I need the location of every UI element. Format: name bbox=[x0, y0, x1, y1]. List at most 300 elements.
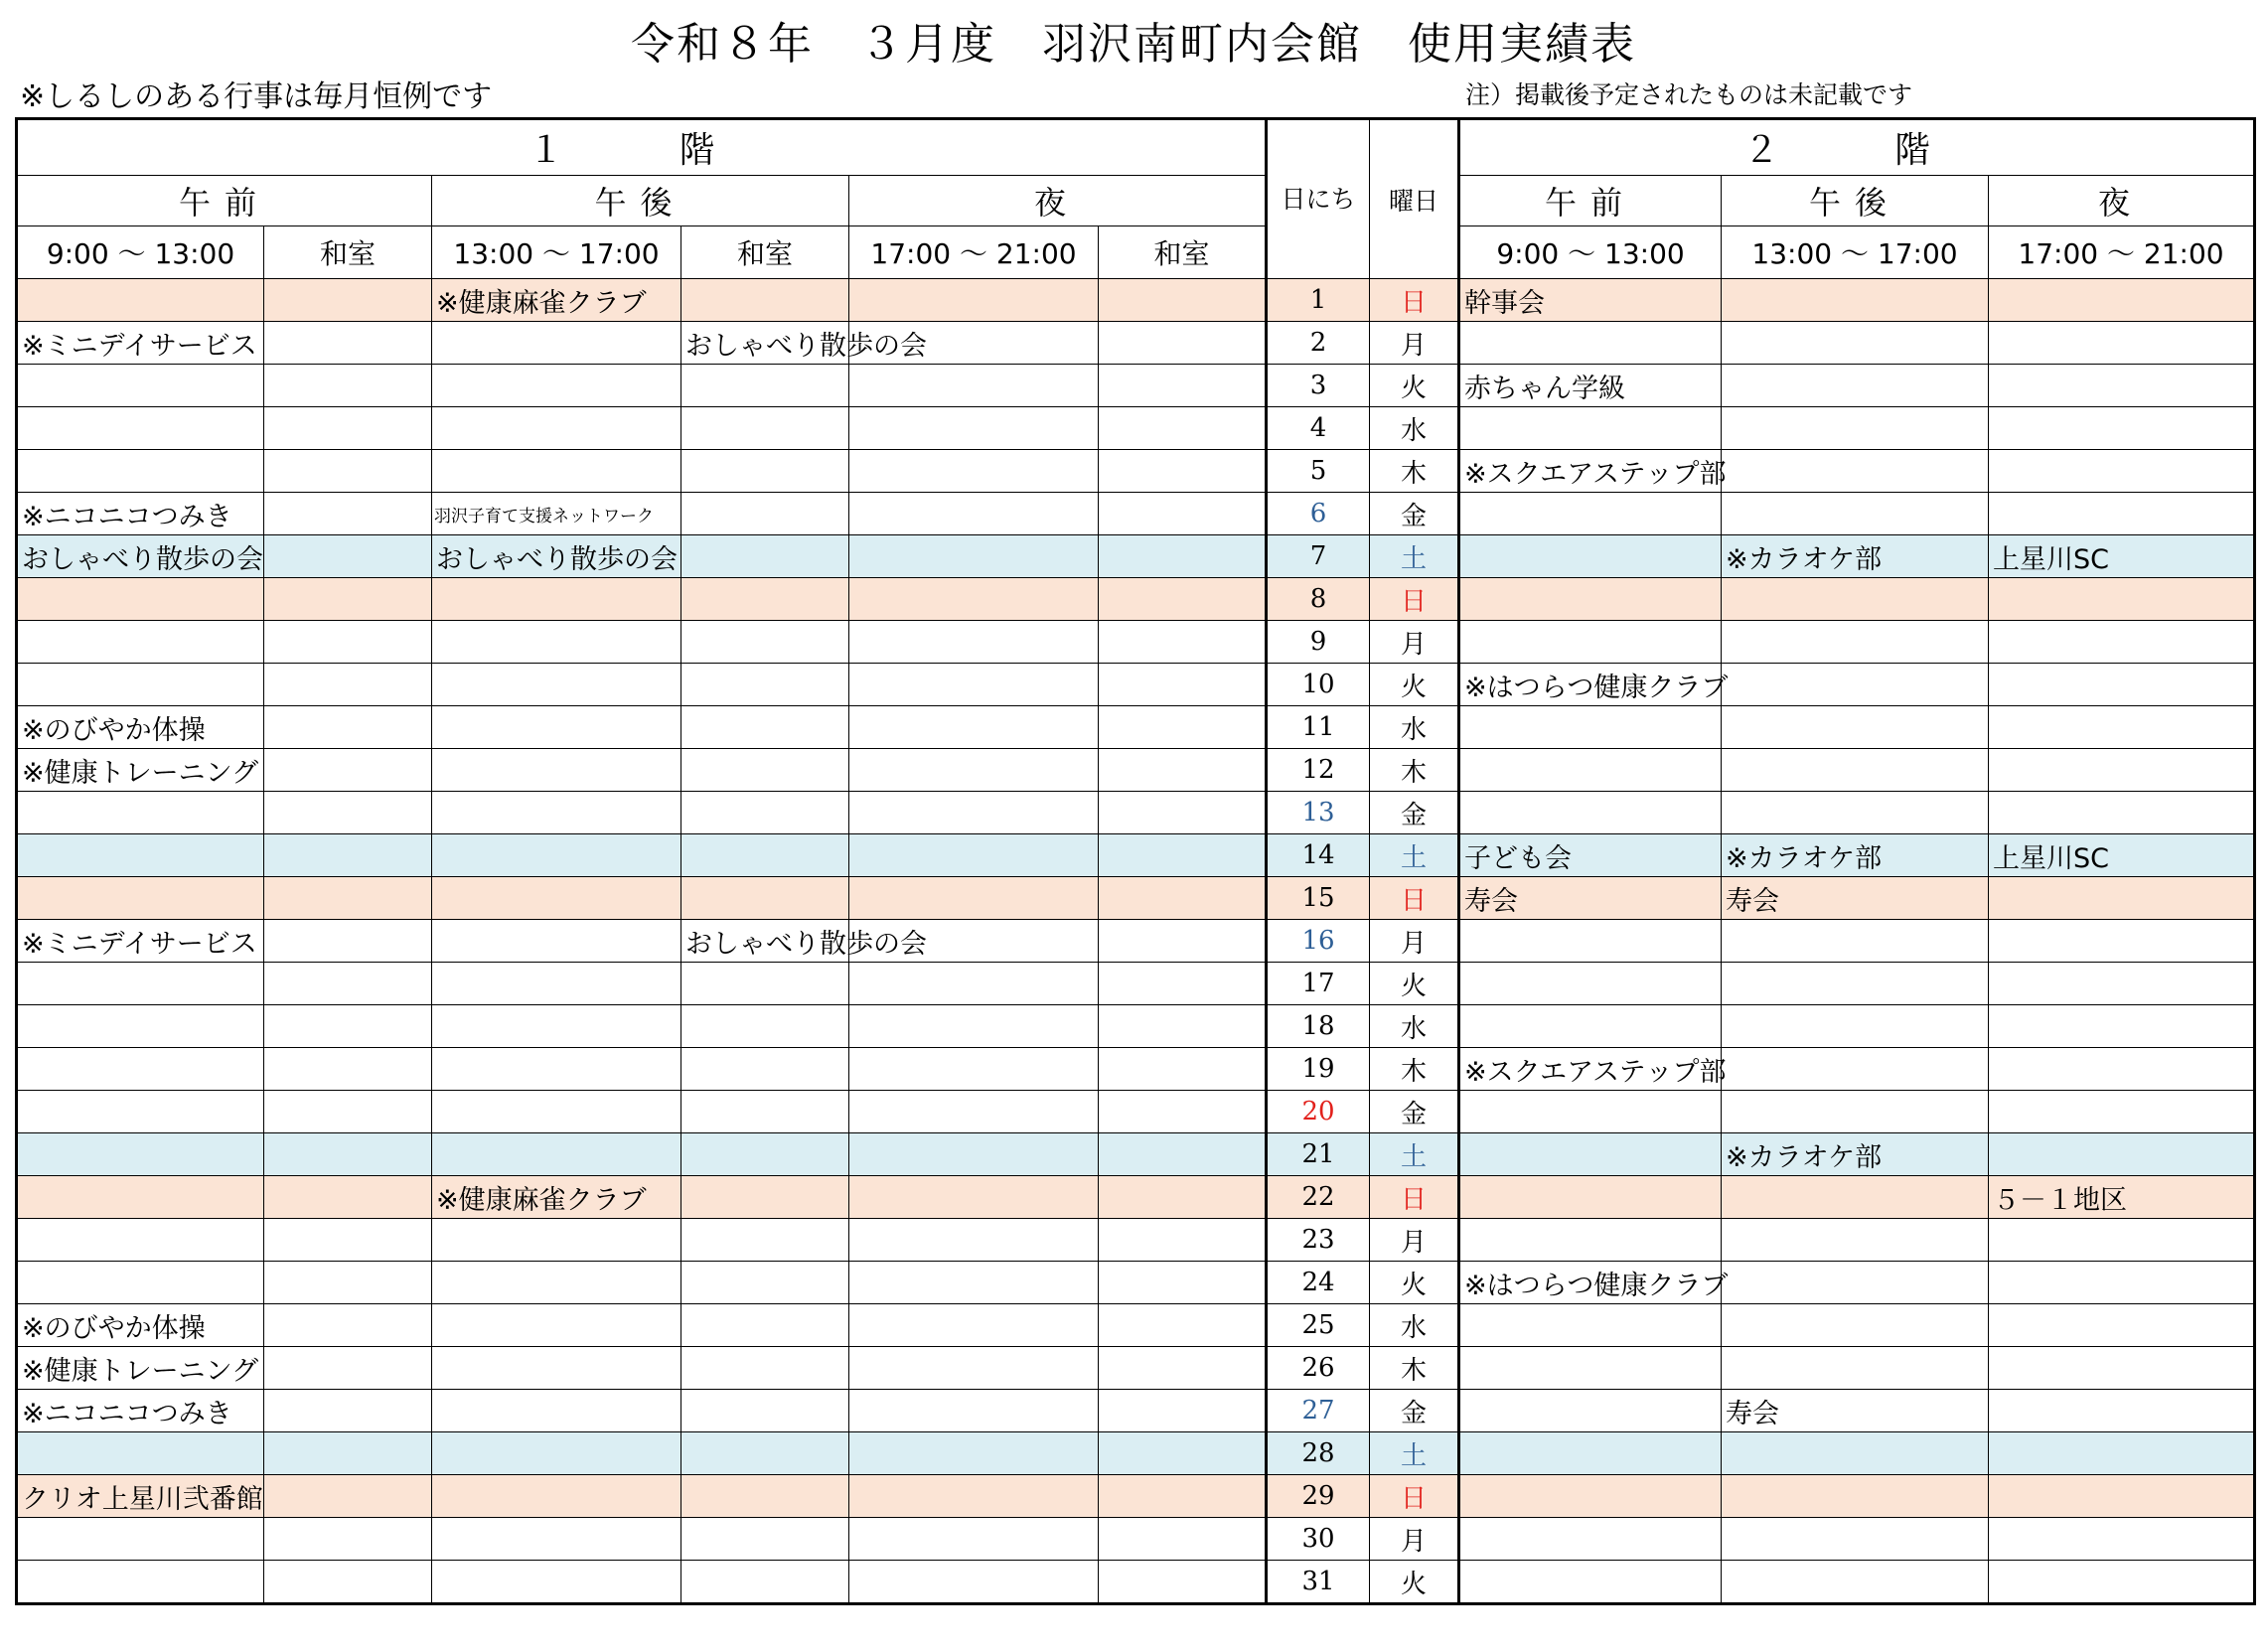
cell-f1-pm bbox=[432, 1005, 681, 1048]
table-row bbox=[17, 1475, 2255, 1518]
cell-f2-pm bbox=[1722, 963, 1989, 1005]
cell-f1-am-washitsu bbox=[264, 792, 432, 834]
cell-f1-pm-washitsu: おしゃべり散歩の会 bbox=[681, 322, 849, 365]
cell-f1-am-washitsu bbox=[264, 1304, 432, 1347]
cell-f1-pm bbox=[432, 1048, 681, 1091]
cell-f2-am bbox=[1459, 1347, 1722, 1390]
floor1-night-time: 17:00 ～ 21:00 bbox=[849, 226, 1099, 279]
cell-f1-pm-washitsu bbox=[681, 1390, 849, 1432]
cell-f1-pm-washitsu bbox=[681, 493, 849, 535]
day-number: 2 bbox=[1267, 322, 1370, 365]
cell-f1-night bbox=[849, 792, 1099, 834]
cell-f1-night-washitsu bbox=[1099, 877, 1267, 920]
cell-f1-night bbox=[849, 578, 1099, 621]
cell-f2-pm bbox=[1722, 1176, 1989, 1219]
cell-f2-am bbox=[1459, 749, 1722, 792]
table-row bbox=[17, 1390, 2255, 1432]
cell-f2-night bbox=[1989, 1219, 2255, 1262]
cell-f1-am bbox=[17, 1219, 264, 1262]
cell-f1-night bbox=[849, 1518, 1099, 1561]
cell-f1-am: ※ミニデイサービス bbox=[17, 322, 264, 365]
cell-f1-pm bbox=[432, 749, 681, 792]
table-row bbox=[17, 1219, 2255, 1262]
day-number: 20 bbox=[1267, 1091, 1370, 1133]
cell-f1-am bbox=[17, 963, 264, 1005]
cell-f1-pm bbox=[432, 792, 681, 834]
day-number: 11 bbox=[1267, 706, 1370, 749]
table-row bbox=[17, 1518, 2255, 1561]
cell-f2-night bbox=[1989, 1262, 2255, 1304]
weekday: 火 bbox=[1370, 963, 1459, 1005]
cell-f2-pm bbox=[1722, 279, 1989, 322]
page-title: 令和８年 ３月度 羽沢南町内会館 使用実績表 bbox=[631, 19, 1636, 70]
floor1-am-header: 午前 bbox=[17, 176, 432, 226]
weekday: 土 bbox=[1370, 1133, 1459, 1176]
cell-f2-am bbox=[1459, 1091, 1722, 1133]
cell-f1-pm bbox=[432, 407, 681, 450]
cell-f1-pm bbox=[432, 1091, 681, 1133]
table-row bbox=[17, 834, 2255, 877]
weekday: 月 bbox=[1370, 322, 1459, 365]
day-number: 24 bbox=[1267, 1262, 1370, 1304]
unlisted-note: 注）掲載後予定されたものは未記載です bbox=[1465, 80, 1913, 109]
weekday: 木 bbox=[1370, 1048, 1459, 1091]
cell-f1-pm bbox=[432, 450, 681, 493]
cell-f1-pm-washitsu bbox=[681, 877, 849, 920]
table-row bbox=[17, 1304, 2255, 1347]
cell-f1-night-washitsu bbox=[1099, 535, 1267, 578]
cell-f1-night-washitsu bbox=[1099, 706, 1267, 749]
day-number: 7 bbox=[1267, 535, 1370, 578]
day-number: 19 bbox=[1267, 1048, 1370, 1091]
cell-f1-night-washitsu bbox=[1099, 1304, 1267, 1347]
cell-f1-night-washitsu bbox=[1099, 664, 1267, 706]
cell-f1-am-washitsu bbox=[264, 279, 432, 322]
cell-f2-night bbox=[1989, 706, 2255, 749]
weekday: 水 bbox=[1370, 1304, 1459, 1347]
cell-f1-night bbox=[849, 493, 1099, 535]
weekday: 金 bbox=[1370, 1091, 1459, 1133]
cell-f1-pm bbox=[432, 1561, 681, 1604]
table-row bbox=[17, 963, 2255, 1005]
cell-f1-am: ※のびやか体操 bbox=[17, 1304, 264, 1347]
cell-f1-pm-washitsu bbox=[681, 749, 849, 792]
day-number: 9 bbox=[1267, 621, 1370, 664]
cell-f2-pm: 寿会 bbox=[1722, 1390, 1989, 1432]
day-number: 28 bbox=[1267, 1432, 1370, 1475]
cell-f1-night bbox=[849, 877, 1099, 920]
cell-f2-pm bbox=[1722, 1475, 1989, 1518]
cell-f2-am bbox=[1459, 1390, 1722, 1432]
weekday: 日 bbox=[1370, 877, 1459, 920]
cell-f1-night-washitsu bbox=[1099, 1475, 1267, 1518]
cell-f1-night-washitsu bbox=[1099, 792, 1267, 834]
weekday: 土 bbox=[1370, 834, 1459, 877]
day-number: 10 bbox=[1267, 664, 1370, 706]
cell-f1-night bbox=[849, 1219, 1099, 1262]
cell-f1-am-washitsu bbox=[264, 1133, 432, 1176]
cell-f1-pm-washitsu bbox=[681, 365, 849, 407]
cell-f2-pm bbox=[1722, 664, 1989, 706]
cell-f2-night bbox=[1989, 279, 2255, 322]
cell-f2-pm bbox=[1722, 1091, 1989, 1133]
cell-f1-pm-washitsu bbox=[681, 1048, 849, 1091]
cell-f1-am: ※のびやか体操 bbox=[17, 706, 264, 749]
cell-f1-am-washitsu bbox=[264, 1518, 432, 1561]
cell-f2-am bbox=[1459, 963, 1722, 1005]
cell-f1-night-washitsu bbox=[1099, 621, 1267, 664]
cell-f1-am-washitsu bbox=[264, 834, 432, 877]
cell-f1-am: ※ニコニコつみき bbox=[17, 1390, 264, 1432]
weekday: 水 bbox=[1370, 1005, 1459, 1048]
cell-f1-am bbox=[17, 407, 264, 450]
cell-f1-pm bbox=[432, 578, 681, 621]
cell-f1-am-washitsu bbox=[264, 1048, 432, 1091]
cell-f1-night-washitsu bbox=[1099, 493, 1267, 535]
cell-f2-pm bbox=[1722, 1262, 1989, 1304]
floor1-header: １ 階 bbox=[17, 119, 1267, 176]
cell-f2-pm: ※カラオケ部 bbox=[1722, 1133, 1989, 1176]
cell-f1-night bbox=[849, 1304, 1099, 1347]
floor2-am-time: 9:00 ～ 13:00 bbox=[1459, 226, 1722, 279]
cell-f1-night-washitsu bbox=[1099, 1176, 1267, 1219]
floor1-pm-time: 13:00 ～ 17:00 bbox=[432, 226, 681, 279]
cell-f1-am-washitsu bbox=[264, 493, 432, 535]
cell-f1-pm bbox=[432, 1432, 681, 1475]
cell-f1-pm-washitsu bbox=[681, 407, 849, 450]
cell-f1-pm bbox=[432, 1347, 681, 1390]
cell-f2-am bbox=[1459, 493, 1722, 535]
cell-f2-pm: 寿会 bbox=[1722, 877, 1989, 920]
cell-f1-pm bbox=[432, 1518, 681, 1561]
floor2-am-header: 午前 bbox=[1459, 176, 1722, 226]
cell-f2-night: 上星川SC bbox=[1989, 834, 2255, 877]
cell-f1-pm-washitsu bbox=[681, 1133, 849, 1176]
cell-f2-pm bbox=[1722, 1048, 1989, 1091]
cell-f1-am bbox=[17, 1133, 264, 1176]
cell-f1-am-washitsu bbox=[264, 450, 432, 493]
cell-f2-night bbox=[1989, 920, 2255, 963]
weekday-header: 曜日 bbox=[1370, 119, 1459, 279]
cell-f2-pm: ※カラオケ部 bbox=[1722, 535, 1989, 578]
table-row bbox=[17, 1005, 2255, 1048]
cell-f2-am bbox=[1459, 1561, 1722, 1604]
cell-f1-pm-washitsu bbox=[681, 664, 849, 706]
cell-f1-pm bbox=[432, 365, 681, 407]
cell-f2-pm bbox=[1722, 792, 1989, 834]
cell-f1-am-washitsu bbox=[264, 1005, 432, 1048]
floor1-night-header: 夜 bbox=[849, 176, 1267, 226]
weekday: 火 bbox=[1370, 1262, 1459, 1304]
cell-f2-pm bbox=[1722, 920, 1989, 963]
cell-f2-pm bbox=[1722, 749, 1989, 792]
cell-f1-am bbox=[17, 279, 264, 322]
cell-f1-pm-washitsu bbox=[681, 1475, 849, 1518]
floor1-pm-washitsu: 和室 bbox=[681, 226, 849, 279]
cell-f1-pm-washitsu bbox=[681, 621, 849, 664]
cell-f2-pm bbox=[1722, 1219, 1989, 1262]
cell-f2-night bbox=[1989, 621, 2255, 664]
weekday: 金 bbox=[1370, 1390, 1459, 1432]
cell-f1-am bbox=[17, 621, 264, 664]
cell-f1-night-washitsu bbox=[1099, 1048, 1267, 1091]
cell-f1-am-washitsu bbox=[264, 1347, 432, 1390]
weekday: 水 bbox=[1370, 407, 1459, 450]
weekday: 水 bbox=[1370, 706, 1459, 749]
floor1-night-washitsu: 和室 bbox=[1099, 226, 1267, 279]
cell-f1-night bbox=[849, 1347, 1099, 1390]
day-number: 29 bbox=[1267, 1475, 1370, 1518]
weekday: 火 bbox=[1370, 1561, 1459, 1604]
date-header: 日にち bbox=[1267, 119, 1370, 279]
cell-f2-am: 寿会 bbox=[1459, 877, 1722, 920]
cell-f1-am-washitsu bbox=[264, 1091, 432, 1133]
cell-f1-night bbox=[849, 834, 1099, 877]
day-number: 13 bbox=[1267, 792, 1370, 834]
cell-f1-night bbox=[849, 1475, 1099, 1518]
table-row bbox=[17, 407, 2255, 450]
day-number: 15 bbox=[1267, 877, 1370, 920]
weekday: 土 bbox=[1370, 1432, 1459, 1475]
cell-f2-night bbox=[1989, 322, 2255, 365]
floor1-am-time: 9:00 ～ 13:00 bbox=[17, 226, 264, 279]
table-row bbox=[17, 1176, 2255, 1219]
cell-f1-night-washitsu bbox=[1099, 578, 1267, 621]
cell-f1-night-washitsu bbox=[1099, 1518, 1267, 1561]
cell-f2-am bbox=[1459, 706, 1722, 749]
cell-f1-pm bbox=[432, 877, 681, 920]
cell-f1-pm bbox=[432, 1133, 681, 1176]
cell-f1-pm bbox=[432, 963, 681, 1005]
cell-f2-night bbox=[1989, 1518, 2255, 1561]
cell-f1-night-washitsu bbox=[1099, 1219, 1267, 1262]
cell-f1-am-washitsu bbox=[264, 1219, 432, 1262]
cell-f2-am bbox=[1459, 1219, 1722, 1262]
table-row bbox=[17, 792, 2255, 834]
day-number: 31 bbox=[1267, 1561, 1370, 1604]
cell-f1-pm-washitsu bbox=[681, 1262, 849, 1304]
cell-f2-night bbox=[1989, 1432, 2255, 1475]
weekday: 金 bbox=[1370, 493, 1459, 535]
cell-f1-am-washitsu bbox=[264, 963, 432, 1005]
cell-f2-night bbox=[1989, 1304, 2255, 1347]
cell-f2-pm bbox=[1722, 493, 1989, 535]
cell-f1-pm-washitsu bbox=[681, 450, 849, 493]
cell-f1-am-washitsu bbox=[264, 621, 432, 664]
day-number: 18 bbox=[1267, 1005, 1370, 1048]
cell-f1-am-washitsu bbox=[264, 749, 432, 792]
weekday: 木 bbox=[1370, 1347, 1459, 1390]
cell-f1-pm: ※健康麻雀クラブ bbox=[432, 279, 681, 322]
table-row bbox=[17, 1091, 2255, 1133]
recurring-note: ※しるしのある行事は毎月恒例です bbox=[20, 79, 493, 114]
cell-f1-night bbox=[849, 664, 1099, 706]
cell-f2-night bbox=[1989, 664, 2255, 706]
day-number: 1 bbox=[1267, 279, 1370, 322]
cell-f1-pm-washitsu bbox=[681, 578, 849, 621]
cell-f1-pm-washitsu bbox=[681, 1347, 849, 1390]
cell-f2-pm bbox=[1722, 706, 1989, 749]
cell-f1-pm-washitsu bbox=[681, 1561, 849, 1604]
cell-f1-night-washitsu bbox=[1099, 920, 1267, 963]
cell-f1-night bbox=[849, 1262, 1099, 1304]
cell-f2-night bbox=[1989, 493, 2255, 535]
cell-f2-am bbox=[1459, 322, 1722, 365]
cell-f1-pm-washitsu bbox=[681, 834, 849, 877]
cell-f1-am-washitsu bbox=[264, 407, 432, 450]
cell-f1-am: ※ミニデイサービス bbox=[17, 920, 264, 963]
cell-f1-am bbox=[17, 1432, 264, 1475]
cell-f2-night bbox=[1989, 1390, 2255, 1432]
day-number: 17 bbox=[1267, 963, 1370, 1005]
cell-f2-pm bbox=[1722, 322, 1989, 365]
cell-f1-night-washitsu bbox=[1099, 322, 1267, 365]
table-row bbox=[17, 493, 2255, 535]
cell-f2-am bbox=[1459, 1432, 1722, 1475]
cell-f1-am-washitsu bbox=[264, 578, 432, 621]
cell-f2-night bbox=[1989, 1561, 2255, 1604]
cell-f1-am-washitsu bbox=[264, 1262, 432, 1304]
floor2-header: ２ 階 bbox=[1459, 119, 2255, 176]
table-row bbox=[17, 1048, 2255, 1091]
table-row bbox=[17, 706, 2255, 749]
cell-f1-pm bbox=[432, 1390, 681, 1432]
cell-f1-am bbox=[17, 1005, 264, 1048]
cell-f1-night bbox=[849, 279, 1099, 322]
weekday: 火 bbox=[1370, 664, 1459, 706]
cell-f2-night bbox=[1989, 1475, 2255, 1518]
cell-f2-am: ※スクエアステップ部 bbox=[1459, 450, 1722, 493]
cell-f1-am: クリオ上星川弐番館 bbox=[17, 1475, 264, 1518]
day-number: 8 bbox=[1267, 578, 1370, 621]
usage-schedule-table bbox=[15, 117, 2256, 1605]
cell-f1-night-washitsu bbox=[1099, 1561, 1267, 1604]
cell-f1-night-washitsu bbox=[1099, 834, 1267, 877]
table-row bbox=[17, 1262, 2255, 1304]
cell-f1-pm-washitsu bbox=[681, 279, 849, 322]
cell-f2-night bbox=[1989, 1005, 2255, 1048]
cell-f1-night-washitsu bbox=[1099, 450, 1267, 493]
cell-f1-am bbox=[17, 1518, 264, 1561]
cell-f1-pm-washitsu bbox=[681, 1219, 849, 1262]
cell-f2-am bbox=[1459, 407, 1722, 450]
cell-f2-night: 上星川SC bbox=[1989, 535, 2255, 578]
cell-f1-pm-washitsu bbox=[681, 706, 849, 749]
cell-f1-pm bbox=[432, 664, 681, 706]
day-number: 12 bbox=[1267, 749, 1370, 792]
cell-f1-night-washitsu bbox=[1099, 963, 1267, 1005]
cell-f2-am: ※スクエアステップ部 bbox=[1459, 1048, 1722, 1091]
cell-f2-am bbox=[1459, 1176, 1722, 1219]
table-row bbox=[17, 1133, 2255, 1176]
cell-f2-am bbox=[1459, 920, 1722, 963]
cell-f1-am bbox=[17, 1048, 264, 1091]
cell-f1-night-washitsu bbox=[1099, 1432, 1267, 1475]
cell-f1-night bbox=[849, 1005, 1099, 1048]
cell-f1-pm-washitsu bbox=[681, 963, 849, 1005]
cell-f1-night-washitsu bbox=[1099, 407, 1267, 450]
cell-f2-am bbox=[1459, 1304, 1722, 1347]
weekday: 日 bbox=[1370, 1176, 1459, 1219]
cell-f1-night-washitsu bbox=[1099, 1262, 1267, 1304]
cell-f2-am bbox=[1459, 535, 1722, 578]
floor2-night-header: 夜 bbox=[1989, 176, 2255, 226]
cell-f1-pm: 羽沢子育て支援ネットワーク bbox=[432, 493, 681, 535]
cell-f1-night bbox=[849, 1390, 1099, 1432]
cell-f2-am: 赤ちゃん学級 bbox=[1459, 365, 1722, 407]
day-number: 3 bbox=[1267, 365, 1370, 407]
cell-f1-pm-washitsu bbox=[681, 1091, 849, 1133]
cell-f2-am bbox=[1459, 578, 1722, 621]
cell-f1-am bbox=[17, 578, 264, 621]
cell-f1-night bbox=[849, 535, 1099, 578]
cell-f1-am-washitsu bbox=[264, 1432, 432, 1475]
cell-f1-pm-washitsu bbox=[681, 1518, 849, 1561]
cell-f2-night bbox=[1989, 1048, 2255, 1091]
cell-f1-am-washitsu bbox=[264, 664, 432, 706]
table-row bbox=[17, 920, 2255, 963]
day-number: 21 bbox=[1267, 1133, 1370, 1176]
cell-f2-pm bbox=[1722, 1304, 1989, 1347]
cell-f2-pm bbox=[1722, 1347, 1989, 1390]
cell-f2-night bbox=[1989, 963, 2255, 1005]
cell-f1-am-washitsu bbox=[264, 1390, 432, 1432]
cell-f2-pm: ※カラオケ部 bbox=[1722, 834, 1989, 877]
weekday: 日 bbox=[1370, 578, 1459, 621]
cell-f2-night bbox=[1989, 1133, 2255, 1176]
day-number: 16 bbox=[1267, 920, 1370, 963]
weekday: 木 bbox=[1370, 450, 1459, 493]
cell-f1-pm-washitsu: おしゃべり散歩の会 bbox=[681, 920, 849, 963]
table-row bbox=[17, 535, 2255, 578]
cell-f1-night bbox=[849, 1133, 1099, 1176]
weekday: 日 bbox=[1370, 1475, 1459, 1518]
day-number: 14 bbox=[1267, 834, 1370, 877]
cell-f1-night-washitsu bbox=[1099, 1133, 1267, 1176]
cell-f1-pm bbox=[432, 1219, 681, 1262]
table-row bbox=[17, 279, 2255, 322]
cell-f2-night bbox=[1989, 407, 2255, 450]
weekday: 月 bbox=[1370, 621, 1459, 664]
cell-f2-night bbox=[1989, 1091, 2255, 1133]
cell-f1-am: ※健康トレーニング bbox=[17, 749, 264, 792]
cell-f1-am bbox=[17, 664, 264, 706]
cell-f1-night bbox=[849, 1561, 1099, 1604]
cell-f2-night bbox=[1989, 578, 2255, 621]
cell-f1-night bbox=[849, 706, 1099, 749]
cell-f2-am bbox=[1459, 1518, 1722, 1561]
cell-f1-am bbox=[17, 877, 264, 920]
weekday: 金 bbox=[1370, 792, 1459, 834]
cell-f1-pm bbox=[432, 621, 681, 664]
floor2-pm-time: 13:00 ～ 17:00 bbox=[1722, 226, 1989, 279]
cell-f2-pm bbox=[1722, 1432, 1989, 1475]
cell-f2-am: 幹事会 bbox=[1459, 279, 1722, 322]
table-row bbox=[17, 664, 2255, 706]
cell-f2-night bbox=[1989, 450, 2255, 493]
cell-f1-am bbox=[17, 792, 264, 834]
cell-f2-am bbox=[1459, 621, 1722, 664]
cell-f1-pm-washitsu bbox=[681, 1432, 849, 1475]
day-number: 25 bbox=[1267, 1304, 1370, 1347]
table-row bbox=[17, 450, 2255, 493]
cell-f1-am-washitsu bbox=[264, 877, 432, 920]
cell-f1-night bbox=[849, 621, 1099, 664]
cell-f1-am bbox=[17, 1091, 264, 1133]
table-row bbox=[17, 1561, 2255, 1604]
cell-f1-night bbox=[849, 450, 1099, 493]
cell-f2-am bbox=[1459, 792, 1722, 834]
